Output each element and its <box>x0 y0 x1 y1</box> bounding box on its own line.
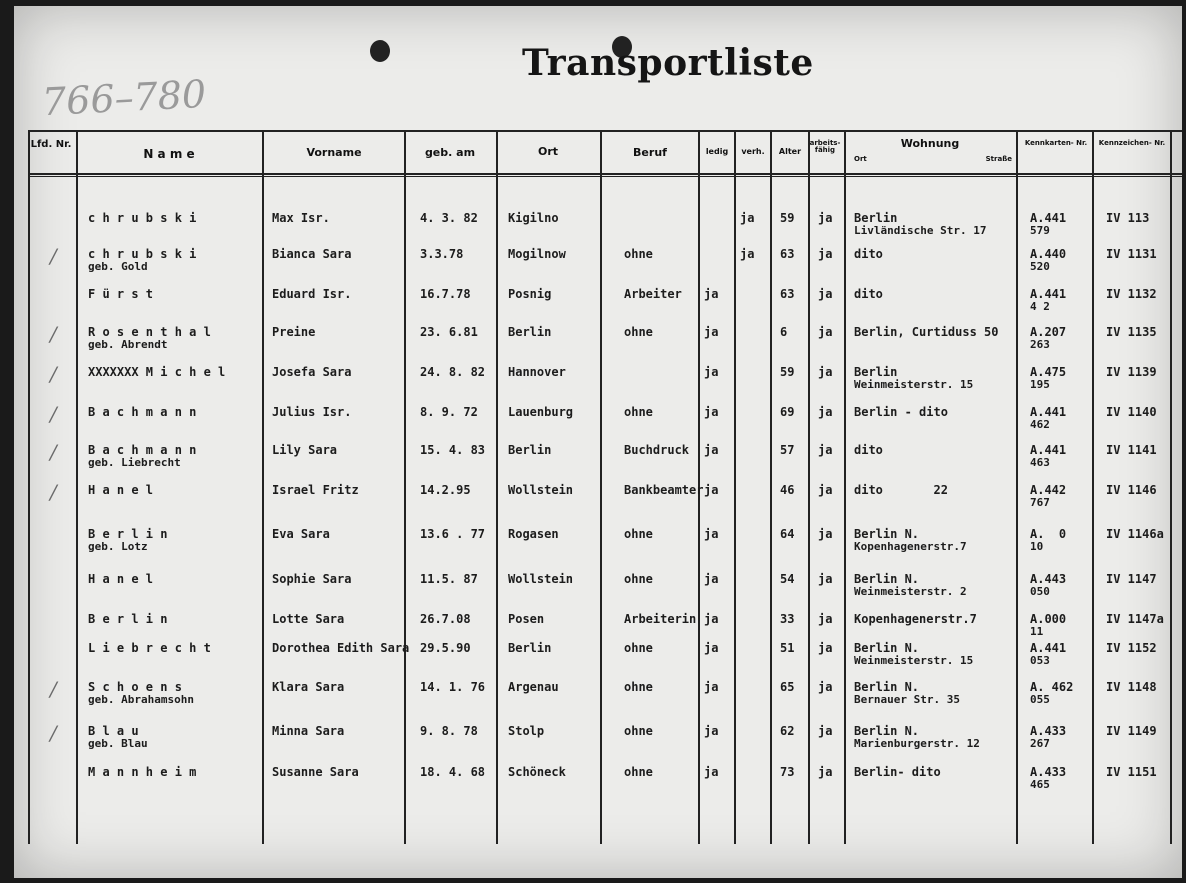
row-7-kennkarte: A.441 463 <box>1030 443 1067 469</box>
header-ledig: ledig <box>705 147 729 156</box>
row-4-kennzeichen: IV 1135 <box>1106 325 1157 339</box>
column-rule <box>496 130 498 844</box>
row-10-ledig: ja <box>704 572 719 586</box>
row-10-vorname: Sophie Sara <box>272 572 352 586</box>
row-3-name: F ü r s t <box>88 287 154 301</box>
row-5-name: XXXXXXX M i c h e l <box>88 365 226 379</box>
row-4-geb: 23. 6.81 <box>420 325 478 339</box>
row-11-kennkarte: A.000 11 <box>1030 612 1067 638</box>
header-kennkarten: Kennkarten- Nr. <box>1024 139 1088 147</box>
row-5-arbeit: ja <box>818 365 833 379</box>
row-7-alter: 57 <box>780 443 795 457</box>
row-12-beruf: ohne <box>624 641 653 655</box>
transport-table <box>28 130 1182 844</box>
column-rule <box>262 130 264 844</box>
row-14-arbeit: ja <box>818 724 833 738</box>
row-15-geb: 18. 4. 68 <box>420 765 486 779</box>
row-7-ort: Berlin <box>508 443 552 457</box>
row-7-geb: 15. 4. 83 <box>420 443 486 457</box>
row-4-ort: Berlin <box>508 325 552 339</box>
row-9-geb: 13.6 . 77 <box>420 527 486 541</box>
row-9-ort: Rogasen <box>508 527 559 541</box>
row-14-alter: 62 <box>780 724 795 738</box>
column-rule <box>1092 130 1094 844</box>
row-10-beruf: ohne <box>624 572 653 586</box>
header-vorname: Vorname <box>306 146 362 159</box>
row-11-vorname: Lotte Sara <box>272 612 345 626</box>
row-6-kennkarte: A.441 462 <box>1030 405 1067 431</box>
row-9-kennkarte: A. 0 10 <box>1030 527 1067 553</box>
row-11-geb: 26.7.08 <box>420 612 471 626</box>
row-6-check-mark: / <box>50 402 57 426</box>
row-7-check-mark: / <box>50 440 57 464</box>
row-9-beruf: ohne <box>624 527 653 541</box>
header-verh: verh. <box>741 147 765 156</box>
row-4-vorname: Preine <box>272 325 316 339</box>
row-5-vorname: Josefa Sara <box>272 365 352 379</box>
row-13-kennkarte: A. 462 055 <box>1030 680 1074 706</box>
row-15-name: M a n n h e i m <box>88 765 197 779</box>
row-6-geb: 8. 9. 72 <box>420 405 478 419</box>
row-8-geb: 14.2.95 <box>420 483 471 497</box>
row-8-vorname: Israel Fritz <box>272 483 359 497</box>
row-7-kennzeichen: IV 1141 <box>1106 443 1157 457</box>
row-2-check-mark: / <box>50 244 57 268</box>
row-9-alter: 64 <box>780 527 795 541</box>
column-rule <box>76 130 78 844</box>
row-10-wohnung: Berlin N. Weinmeisterstr. 2 <box>854 572 967 598</box>
row-1-alter: 59 <box>780 211 795 225</box>
header-ort: Ort <box>537 145 559 158</box>
row-3-vorname: Eduard Isr. <box>272 287 352 301</box>
row-12-ort: Berlin <box>508 641 552 655</box>
row-14-ledig: ja <box>704 724 719 738</box>
row-2-beruf: ohne <box>624 247 653 261</box>
row-8-kennzeichen: IV 1146 <box>1106 483 1157 497</box>
row-5-kennkarte: A.475 195 <box>1030 365 1067 391</box>
row-14-wohnung: Berlin N. Marienburgerstr. 12 <box>854 724 980 750</box>
row-11-arbeit: ja <box>818 612 833 626</box>
punch-hole <box>370 40 390 62</box>
row-6-kennzeichen: IV 1140 <box>1106 405 1157 419</box>
header-alter: Alter <box>778 147 802 156</box>
row-11-beruf: Arbeiterin <box>624 612 697 626</box>
row-3-wohnung: dito <box>854 287 883 301</box>
row-15-ort: Schöneck <box>508 765 566 779</box>
row-14-vorname: Minna Sara <box>272 724 345 738</box>
row-10-arbeit: ja <box>818 572 833 586</box>
row-13-name: S c h o e n s geb. Abrahamsohn <box>88 680 194 706</box>
row-5-check-mark: / <box>50 362 57 386</box>
row-13-kennzeichen: IV 1148 <box>1106 680 1157 694</box>
row-3-kennkarte: A.441 4 2 <box>1030 287 1067 313</box>
row-14-beruf: ohne <box>624 724 653 738</box>
column-rule <box>1170 130 1172 844</box>
row-6-beruf: ohne <box>624 405 653 419</box>
row-3-beruf: Arbeiter <box>624 287 682 301</box>
row-15-kennkarte: A.433 465 <box>1030 765 1067 791</box>
row-8-beruf: Bankbeamter <box>624 483 704 497</box>
row-9-vorname: Eva Sara <box>272 527 330 541</box>
row-9-name: B e r l i n geb. Lotz <box>88 527 168 553</box>
row-6-alter: 69 <box>780 405 795 419</box>
row-12-kennkarte: A.441 053 <box>1030 641 1067 667</box>
row-3-ledig: ja <box>704 287 719 301</box>
row-2-kennkarte: A.440 520 <box>1030 247 1067 273</box>
row-6-name: B a c h m a n n <box>88 405 197 419</box>
row-8-kennkarte: A.442 767 <box>1030 483 1067 509</box>
row-1-name: c h r u b s k i <box>88 211 197 225</box>
row-12-wohnung: Berlin N. Weinmeisterstr. 15 <box>854 641 974 667</box>
row-11-kennzeichen: IV 1147a <box>1106 612 1164 626</box>
row-15-beruf: ohne <box>624 765 653 779</box>
column-rule <box>600 130 602 844</box>
row-1-geb: 4. 3. 82 <box>420 211 478 225</box>
row-4-kennkarte: A.207 263 <box>1030 325 1067 351</box>
row-5-alter: 59 <box>780 365 795 379</box>
row-3-kennzeichen: IV 1132 <box>1106 287 1157 301</box>
row-4-check-mark: / <box>50 322 57 346</box>
header-name: N a m e <box>143 147 195 161</box>
column-rule <box>28 130 30 844</box>
column-rule <box>404 130 406 844</box>
row-13-beruf: ohne <box>624 680 653 694</box>
row-12-alter: 51 <box>780 641 795 655</box>
row-9-kennzeichen: IV 1146a <box>1106 527 1164 541</box>
header-bottom-rule <box>28 173 1182 175</box>
row-12-name: L i e b r e c h t <box>88 641 211 655</box>
row-10-alter: 54 <box>780 572 795 586</box>
row-11-ledig: ja <box>704 612 719 626</box>
row-2-alter: 63 <box>780 247 795 261</box>
row-6-vorname: Julius Isr. <box>272 405 352 419</box>
column-rule <box>844 130 846 844</box>
row-11-ort: Posen <box>508 612 545 626</box>
row-3-ort: Posnig <box>508 287 552 301</box>
row-15-arbeit: ja <box>818 765 833 779</box>
row-14-name: B l a u geb. Blau <box>88 724 148 750</box>
column-rule <box>734 130 736 844</box>
row-1-verh: ja <box>740 211 755 225</box>
column-rule <box>808 130 810 844</box>
row-6-ledig: ja <box>704 405 719 419</box>
row-7-wohnung: dito <box>854 443 883 457</box>
row-12-ledig: ja <box>704 641 719 655</box>
header-wohnung: Wohnung <box>900 137 960 150</box>
row-9-wohnung: Berlin N. Kopenhagenerstr.7 <box>854 527 967 553</box>
row-4-arbeit: ja <box>818 325 833 339</box>
row-2-wohnung: dito <box>854 247 883 261</box>
row-2-arbeit: ja <box>818 247 833 261</box>
row-1-ort: Kigilno <box>508 211 559 225</box>
row-2-ort: Mogilnow <box>508 247 566 261</box>
row-15-ledig: ja <box>704 765 719 779</box>
row-13-alter: 65 <box>780 680 795 694</box>
header-beruf: Beruf <box>633 146 667 159</box>
row-11-name: B e r l i n <box>88 612 168 626</box>
header-geb: geb. am <box>424 146 476 159</box>
row-13-wohnung: Berlin N. Bernauer Str. 35 <box>854 680 960 706</box>
row-10-kennzeichen: IV 1147 <box>1106 572 1157 586</box>
row-13-ort: Argenau <box>508 680 559 694</box>
row-14-ort: Stolp <box>508 724 545 738</box>
row-4-beruf: ohne <box>624 325 653 339</box>
row-13-geb: 14. 1. 76 <box>420 680 486 694</box>
row-5-geb: 24. 8. 82 <box>420 365 486 379</box>
row-2-vorname: Bianca Sara <box>272 247 352 261</box>
row-5-ort: Hannover <box>508 365 566 379</box>
handwritten-note: 766–780 <box>40 71 208 125</box>
row-1-vorname: Max Isr. <box>272 211 330 225</box>
column-rule <box>770 130 772 844</box>
row-4-wohnung: Berlin, Curtiduss 50 <box>854 325 999 339</box>
row-13-check-mark: / <box>50 677 57 701</box>
row-12-geb: 29.5.90 <box>420 641 471 655</box>
row-8-alter: 46 <box>780 483 795 497</box>
row-5-ledig: ja <box>704 365 719 379</box>
row-5-wohnung: Berlin Weinmeisterstr. 15 <box>854 365 974 391</box>
row-10-ort: Wollstein <box>508 572 574 586</box>
row-2-verh: ja <box>740 247 755 261</box>
header-wohnung-strasse: Straße <box>985 155 1012 163</box>
document-page <box>14 6 1182 878</box>
row-4-alter: 6 <box>780 325 788 339</box>
header-nr: Lfd. Nr. <box>30 139 72 150</box>
row-3-geb: 16.7.78 <box>420 287 471 301</box>
row-7-ledig: ja <box>704 443 719 457</box>
row-6-arbeit: ja <box>818 405 833 419</box>
row-4-name: R o s e n t h a l geb. Abrendt <box>88 325 211 351</box>
row-11-wohnung: Kopenhagenerstr.7 <box>854 612 977 626</box>
row-1-arbeit: ja <box>818 211 833 225</box>
header-arbeitsfaehig: arbeits- fähig <box>809 139 841 155</box>
header-wohnung-ort: Ort <box>854 155 867 163</box>
row-1-kennzeichen: IV 113 <box>1106 211 1150 225</box>
row-6-ort: Lauenburg <box>508 405 574 419</box>
row-9-arbeit: ja <box>818 527 833 541</box>
row-10-kennkarte: A.443 050 <box>1030 572 1067 598</box>
row-2-kennzeichen: IV 1131 <box>1106 247 1157 261</box>
row-15-alter: 73 <box>780 765 795 779</box>
row-7-beruf: Buchdruck <box>624 443 690 457</box>
row-2-geb: 3.3.78 <box>420 247 464 261</box>
row-12-arbeit: ja <box>818 641 833 655</box>
row-7-vorname: Lily Sara <box>272 443 338 457</box>
row-3-alter: 63 <box>780 287 795 301</box>
row-8-wohnung: dito 22 <box>854 483 948 497</box>
row-10-name: H a n e l <box>88 572 154 586</box>
row-1-kennkarte: A.441 579 <box>1030 211 1067 237</box>
row-8-ort: Wollstein <box>508 483 574 497</box>
row-13-arbeit: ja <box>818 680 833 694</box>
row-10-geb: 11.5. 87 <box>420 572 478 586</box>
row-12-vorname: Dorothea Edith Sara <box>272 641 410 655</box>
row-2-name: c h r u b s k i geb. Gold <box>88 247 197 273</box>
row-5-kennzeichen: IV 1139 <box>1106 365 1157 379</box>
row-13-vorname: Klara Sara <box>272 680 345 694</box>
header-kennzeichen: Kennzeichen- Nr. <box>1098 139 1166 147</box>
row-9-ledig: ja <box>704 527 719 541</box>
row-11-alter: 33 <box>780 612 795 626</box>
table-top-rule <box>28 130 1182 132</box>
row-14-check-mark: / <box>50 721 57 745</box>
row-15-wohnung: Berlin- dito <box>854 765 941 779</box>
row-14-kennkarte: A.433 267 <box>1030 724 1067 750</box>
row-8-check-mark: / <box>50 480 57 504</box>
row-14-geb: 9. 8. 78 <box>420 724 478 738</box>
row-13-ledig: ja <box>704 680 719 694</box>
row-3-arbeit: ja <box>818 287 833 301</box>
row-12-kennzeichen: IV 1152 <box>1106 641 1157 655</box>
header-bottom-rule <box>28 176 1182 177</box>
row-8-name: H a n e l <box>88 483 154 497</box>
row-15-kennzeichen: IV 1151 <box>1106 765 1157 779</box>
row-8-ledig: ja <box>704 483 719 497</box>
page-title: Transportliste <box>522 42 814 84</box>
row-6-wohnung: Berlin - dito <box>854 405 948 419</box>
row-8-arbeit: ja <box>818 483 833 497</box>
row-14-kennzeichen: IV 1149 <box>1106 724 1157 738</box>
row-7-name: B a c h m a n n geb. Liebrecht <box>88 443 197 469</box>
row-1-wohnung: Berlin Livländische Str. 17 <box>854 211 987 237</box>
row-15-vorname: Susanne Sara <box>272 765 359 779</box>
row-7-arbeit: ja <box>818 443 833 457</box>
column-rule <box>1016 130 1018 844</box>
row-4-ledig: ja <box>704 325 719 339</box>
